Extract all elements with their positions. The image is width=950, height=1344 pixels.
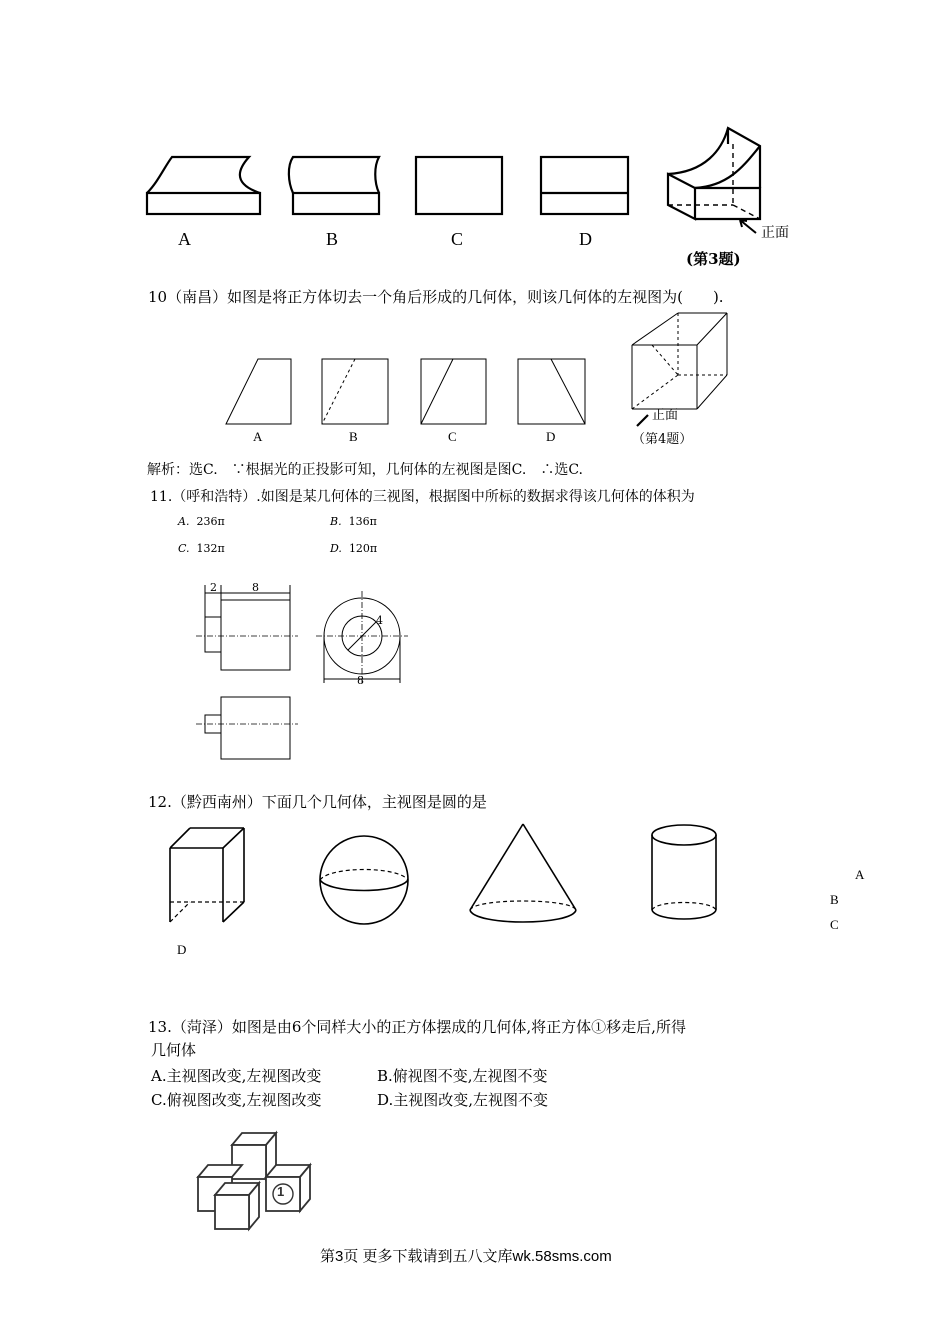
q11-dim-8-top: 8 [252,581,259,594]
q9-caption: (第3题) [686,250,741,268]
q9-arrow [740,220,756,233]
q13-marker-number: 1 [277,1184,285,1199]
q10-label-c: C [448,429,457,444]
q11-option-d[interactable]: D. 120π [330,542,378,555]
q11-dim-8-bottom: 8 [357,674,364,687]
q12-side-c: C [830,917,839,932]
q12-cone [470,824,576,922]
q9-label-c: C [451,229,464,249]
q11-dim-4: 4 [376,614,383,627]
q12-side-a: A [855,867,865,882]
q10-front-label: 正面 [652,408,679,423]
q13-option-b[interactable]: B.俯视图不变,左视图不变 [377,1067,548,1085]
q9-shape-b-base [293,193,379,214]
q12-solids [0,818,950,928]
q10-solid [632,313,727,409]
q10-caption: （第4题） [632,432,693,447]
q9-label-a: A [178,229,191,249]
q12-question: 12.（黔西南州）下面几个几何体，主视图是圆的是 [148,793,487,811]
q12-label-d: D [177,942,187,957]
page-footer: 第3页 更多下载请到五八文库wk.58sms.com [320,1248,612,1265]
q10-analysis: 解析：选C. ∵根据光的正投影可知，几何体的左视图是图C. ∴选C. [147,462,583,478]
q10-shape-a [226,359,291,424]
q10-shape-b [322,359,388,424]
q12-sphere [320,836,408,924]
q10-label-b: B [349,429,358,444]
q12-side-b: B [830,892,839,907]
q13-question-line2: 几何体 [151,1041,197,1059]
q9-front-label: 正面 [761,225,789,241]
q9-shape-c [416,157,502,214]
q9-label-d: D [579,229,592,249]
q11-option-b[interactable]: B. 136π [330,515,377,528]
q10-question: 10（南昌）如图是将正方体切去一个角后形成的几何体，则该几何体的左视图为( ). [148,288,724,306]
q10-shape-d [518,359,585,424]
q9-shape-a-base [147,193,260,214]
q10-label-a: A [253,429,263,444]
q13-option-a[interactable]: A.主视图改变,左视图改变 [151,1067,322,1085]
q9-label-b: B [326,229,339,249]
q9-shape-d [541,157,628,214]
q13-option-d[interactable]: D.主视图改变,左视图不变 [377,1091,549,1109]
q11-option-a[interactable]: A. 236π [178,515,225,528]
q9-figures [0,120,950,240]
q13-cubes [0,1125,950,1235]
q9-shape-b-top [289,157,379,193]
q9-shape-a-top [147,157,260,193]
q10-shape-c [421,359,486,424]
q13-option-c[interactable]: C.俯视图改变,左视图改变 [151,1091,322,1109]
q11-option-c[interactable]: C. 132π [178,542,225,555]
q11-dim-2: 2 [210,581,217,594]
q11-question: 11.（呼和浩特）.如图是某几何体的三视图，根据图中所标的数据求得该几何体的体积为 [150,489,695,505]
q10-figures [0,305,950,425]
q13-question-line1: 13.（菏泽）如图是由6个同样大小的正方体摆成的几何体,将正方体①移走后,所得 [148,1018,686,1036]
q11-three-views [0,575,950,775]
q10-label-d: D [546,429,556,444]
q12-box [170,828,244,922]
